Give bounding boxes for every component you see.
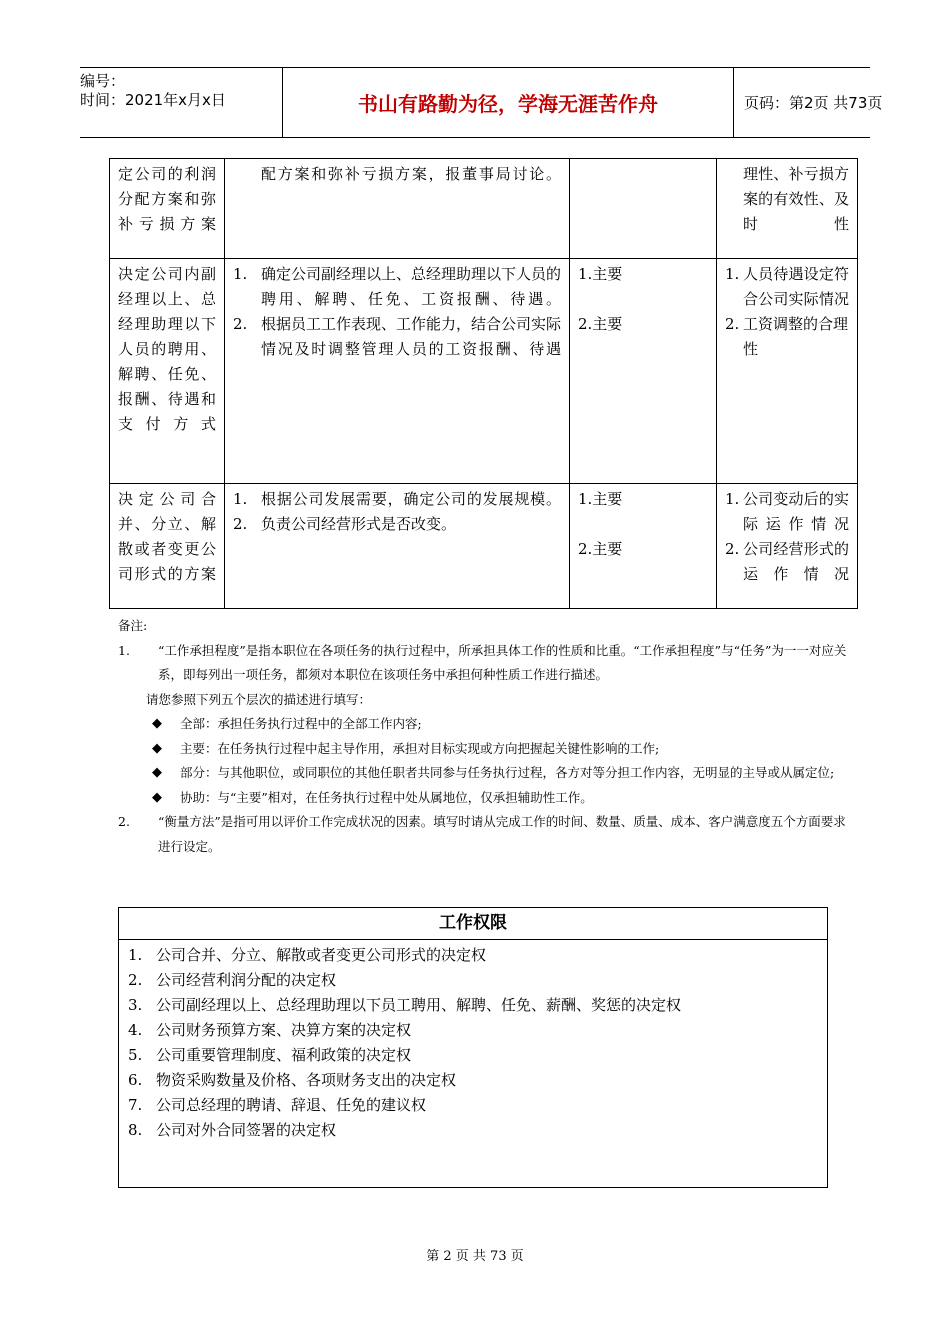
authority-list: [119, 940, 827, 1143]
content-cell: [225, 159, 570, 259]
list-item: 5. 公司重要管理制度、福利政策的决定权: [128, 1046, 412, 1064]
measure-item: 2. 工资调整的合理性: [725, 315, 849, 358]
task-cell: [110, 484, 225, 609]
notes-section: [118, 614, 850, 859]
task-text: 决定公司内副经理以上、总经理助理以下人员的聘用、解聘、任免、报酬、待遇和支付方式: [118, 265, 216, 433]
measure-cell: [717, 159, 858, 259]
degree-item: 2.主要: [578, 540, 623, 558]
degree-item: 1.主要: [578, 265, 623, 283]
content-item: 2. 根据员工工作表现、工作能力，结合公司实际情况及时调整管理人员的工资报酬、待遇: [233, 315, 562, 358]
measure-text: 理性、补亏损方案的有效性、及时性: [743, 165, 849, 233]
page-header: [80, 67, 883, 138]
task-text: 决定公司合并、分立、解散或者变更公司形式的方案: [118, 490, 216, 583]
diamond-icon: ◆: [152, 740, 162, 756]
note-bullet: ◆ 全部：承担任务执行过程中的全部工作内容;: [118, 712, 850, 737]
content-cell: [225, 259, 570, 484]
task-cell: [110, 259, 225, 484]
note-item: 2. “衡量方法”是指可用以评价工作完成状况的因素。填写时请从完成工作的时间、数量、质量、成本、客户满意度五个方面要求进行设定。: [118, 814, 846, 854]
note-subtext: 请您参照下列五个层次的描述进行填写：: [146, 691, 372, 707]
task-text: 定公司的利润分配方案和弥补亏损方案: [118, 165, 216, 233]
measure-item: 2. 公司经营形式的运作情况: [725, 540, 849, 583]
notes-title: 备注:: [118, 618, 148, 633]
doc-number-label: 编号：: [80, 72, 126, 90]
degree-item: 2.主要: [578, 315, 623, 333]
note-bullet: ◆ 主要：在任务执行过程中起主导作用，承担对目标实现或方向把握起关键性影响的工作;: [118, 737, 850, 762]
list-item: 2. 公司经营利润分配的决定权: [128, 971, 337, 989]
degree-cell: [570, 484, 717, 609]
header-slogan: 书山有路勤为径，学海无涯苦作舟: [283, 68, 734, 137]
list-item: 8. 公司对外合同签署的决定权: [128, 1121, 337, 1139]
list-item: 1. 公司合并、分立、解散或者变更公司形式的决定权: [128, 946, 487, 964]
header-page-label: 页码：第2页 共73页: [744, 94, 883, 112]
table-row: [110, 159, 858, 259]
measure-item: 1. 人员待遇设定符合公司实际情况: [725, 265, 849, 308]
degree-item: 1.主要: [578, 490, 623, 508]
page-footer: 第 2 页 共 73 页: [426, 1249, 524, 1264]
measure-item: 1. 公司变动后的实际运作情况: [725, 490, 849, 533]
list-item: 3. 公司副经理以上、总经理助理以下员工聘用、解聘、任免、薪酬、奖惩的决定权: [128, 996, 682, 1014]
list-item: 7. 公司总经理的聘请、辞退、任免的建议权: [128, 1096, 427, 1114]
measure-cell: [717, 484, 858, 609]
diamond-icon: ◆: [152, 789, 162, 805]
note-item: 1. “工作承担程度”是指本职位在各项任务的执行过程中，所承担具体工作的性质和比重。“工作承担程度”与“任务”为一一对应关系，即每列出一项任务，都须对本职位在该项任务中承担何种性质工作进行描述。: [118, 642, 847, 682]
authority-box: [118, 907, 828, 1188]
content-item: 2. 负责公司经营形式是否改变。: [233, 515, 457, 533]
content-item: 1. 确定公司副经理以上、总经理助理以下人员的聘用、解聘、任免、工资报酬、待遇。: [233, 265, 562, 308]
content-text: 配方案和弥补亏损方案，报董事局讨论。: [261, 165, 561, 183]
authority-title: 工作权限: [119, 908, 827, 940]
note-bullet: ◆ 协助：与“主要”相对，在任务执行过程中处从属地位，仅承担辅助性工作。: [118, 786, 850, 811]
header-meta: [80, 68, 283, 137]
diamond-icon: ◆: [152, 765, 162, 780]
content-item: 1. 根据公司发展需要，确定公司的发展规模。: [233, 490, 561, 508]
table-row: [110, 484, 858, 609]
duty-table: [109, 158, 858, 609]
task-cell: [110, 159, 225, 259]
note-bullet: ◆ 部分：与其他职位，或同职位的其他任职者共同参与任务执行过程，各方对等分担工作内容，无明显的主导或从属定位;: [118, 761, 850, 786]
content-cell: [225, 484, 570, 609]
diamond-icon: ◆: [152, 716, 162, 731]
table-row: [110, 259, 858, 484]
measure-cell: [717, 259, 858, 484]
list-item: 4. 公司财务预算方案、决算方案的决定权: [128, 1021, 412, 1039]
doc-date-label: 时间：2021年x月x日: [80, 91, 226, 109]
degree-cell: [570, 159, 717, 259]
degree-cell: [570, 259, 717, 484]
list-item: 6. 物资采购数量及价格、各项财务支出的决定权: [128, 1071, 457, 1089]
